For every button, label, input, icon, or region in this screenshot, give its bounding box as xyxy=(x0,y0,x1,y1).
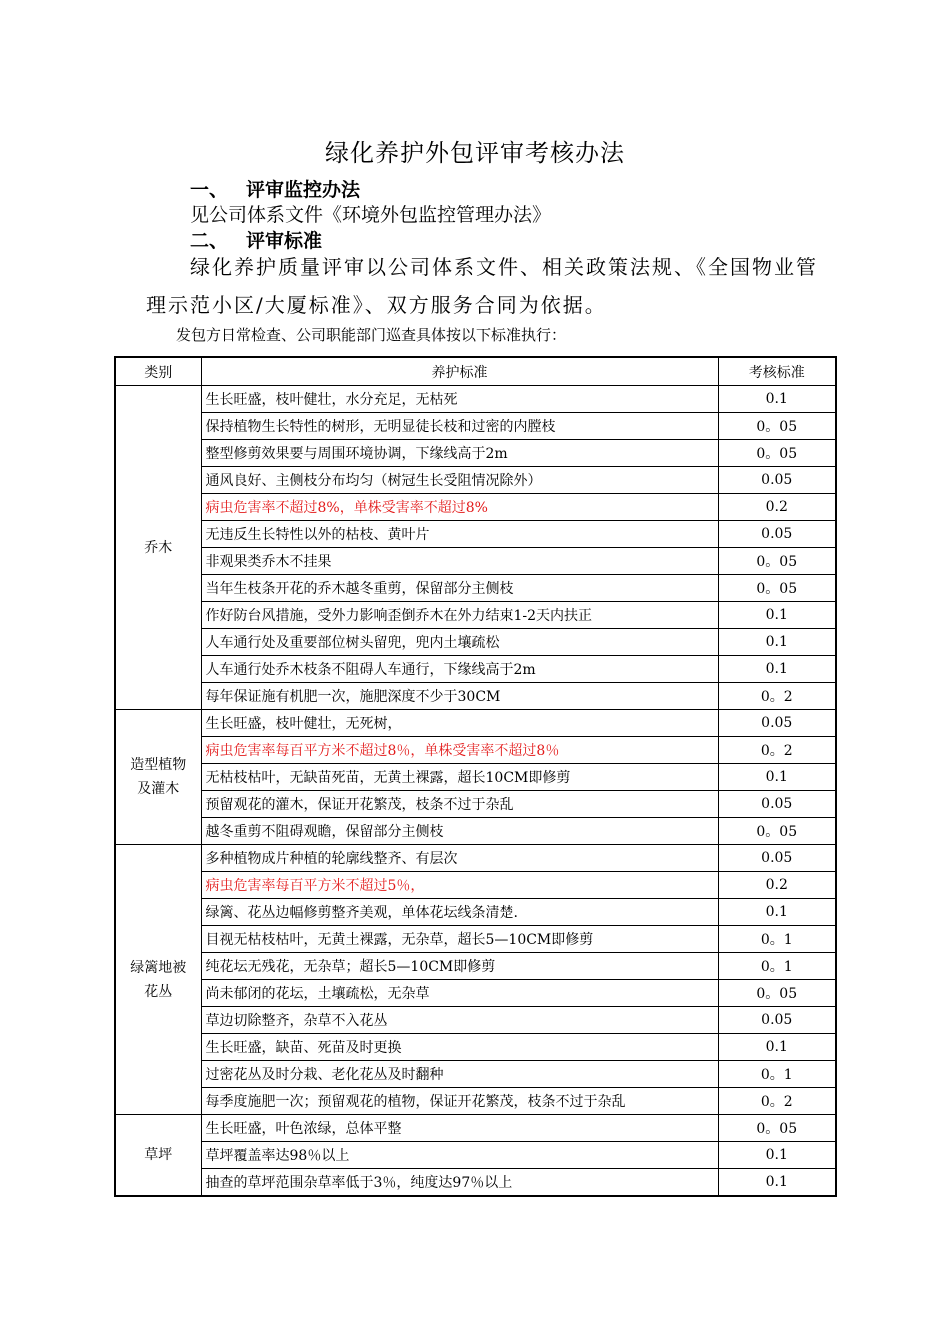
standard-cell: 非观果类乔木不挂果 xyxy=(201,548,718,575)
category-cell: 乔木 xyxy=(115,386,201,710)
standard-cell: 人车通行处乔木枝条不阻碍人车通行，下缘线高于2m xyxy=(201,656,718,683)
score-cell: 0。05 xyxy=(718,575,836,602)
score-cell: 0.2 xyxy=(718,872,836,899)
score-cell: 0。2 xyxy=(718,1088,836,1115)
table-row xyxy=(115,710,836,737)
standard-cell: 尚未郁闭的花坛，土壤疏松，无杂草 xyxy=(201,980,718,1007)
score-cell: 0.05 xyxy=(718,467,836,494)
standard-cell: 保持植物生长特性的树形，无明显徒长枝和过密的内膛枝 xyxy=(201,413,718,440)
section1-text: 见公司体系文件《环境外包监控管理办法》 xyxy=(190,204,552,226)
table-row xyxy=(115,791,836,818)
table-row xyxy=(115,1142,836,1169)
header-standard: 养护标准 xyxy=(201,357,718,386)
standard-cell: 病虫危害率每百平方米不超过5％， xyxy=(201,872,718,899)
standard-cell: 草边切除整齐，杂草不入花丛 xyxy=(201,1007,718,1034)
score-cell: 0.05 xyxy=(718,521,836,548)
standard-cell: 整型修剪效果要与周围环境协调，下缘线高于2m xyxy=(201,440,718,467)
header-score: 考核标准 xyxy=(718,357,836,386)
table-row xyxy=(115,1088,836,1115)
table-row xyxy=(115,1169,836,1197)
table-row xyxy=(115,764,836,791)
score-cell: 0。05 xyxy=(718,980,836,1007)
table-row xyxy=(115,1007,836,1034)
section1-heading xyxy=(190,175,360,202)
standard-cell: 通风良好、主侧枝分布均匀（树冠生长受阻情况除外） xyxy=(201,467,718,494)
table-row xyxy=(115,548,836,575)
score-cell: 0.05 xyxy=(718,791,836,818)
standard-cell: 生长旺盛，枝叶健壮，水分充足，无枯死 xyxy=(201,386,718,413)
standard-cell: 抽查的草坪范围杂草率低于3％，纯度达97％以上 xyxy=(201,1169,718,1197)
table-row xyxy=(115,980,836,1007)
standard-cell: 每季度施肥一次；预留观花的植物，保证开花繁茂，枝条不过于杂乱 xyxy=(201,1088,718,1115)
standard-cell: 当年生枝条开花的乔木越冬重剪，保留部分主侧枝 xyxy=(201,575,718,602)
score-cell: 0.2 xyxy=(718,494,836,521)
intro-text: 发包方日常检查、公司职能部门巡查具体按以下标准执行： xyxy=(176,326,567,344)
score-cell: 0.1 xyxy=(718,656,836,683)
score-cell: 0.05 xyxy=(718,710,836,737)
standard-cell: 纯花坛无残花，无杂草；超长5—10CM即修剪 xyxy=(201,953,718,980)
standards-table xyxy=(114,356,837,1197)
table-row xyxy=(115,1061,836,1088)
score-cell: 0。05 xyxy=(718,548,836,575)
table-row xyxy=(115,953,836,980)
table-body xyxy=(115,386,836,1197)
table-row xyxy=(115,899,836,926)
standard-cell: 绿篱、花丛边幅修剪整齐美观，单体花坛线条清楚. xyxy=(201,899,718,926)
table-row xyxy=(115,1115,836,1142)
table-row xyxy=(115,575,836,602)
standard-cell: 每年保证施有机肥一次，施肥深度不少于30CM xyxy=(201,683,718,710)
standard-cell: 作好防台风措施，受外力影响歪倒乔木在外力结束1-2天内扶正 xyxy=(201,602,718,629)
page-title: 绿化养护外包评审考核办法 xyxy=(325,139,625,167)
table-row xyxy=(115,467,836,494)
category-cell: 草坪 xyxy=(115,1115,201,1197)
score-cell: 0。2 xyxy=(718,683,836,710)
score-cell: 0。1 xyxy=(718,1061,836,1088)
score-cell: 0.1 xyxy=(718,386,836,413)
section2-text: 绿化养护质量评审以公司体系文件、相关政策法规、《全国物业管理示范小区/大厦标准》、双方服务合同为依据。 xyxy=(146,255,818,317)
score-cell: 0.1 xyxy=(718,764,836,791)
table-row xyxy=(115,818,836,845)
table-row xyxy=(115,494,836,521)
standard-cell: 人车通行处及重要部位树头留兜，兜内土壤疏松 xyxy=(201,629,718,656)
score-cell: 0.05 xyxy=(718,1007,836,1034)
standard-cell: 草坪覆盖率达98％以上 xyxy=(201,1142,718,1169)
score-cell: 0.1 xyxy=(718,629,836,656)
table-row xyxy=(115,521,836,548)
table-row xyxy=(115,1034,836,1061)
table-row xyxy=(115,872,836,899)
standard-cell: 无违反生长特性以外的枯枝、黄叶片 xyxy=(201,521,718,548)
table-row xyxy=(115,413,836,440)
table-header-row xyxy=(115,357,836,386)
table-row xyxy=(115,386,836,413)
score-cell: 0。1 xyxy=(718,926,836,953)
standard-cell: 病虫危害率每百平方米不超过8％，单株受害率不超过8％ xyxy=(201,737,718,764)
score-cell: 0。1 xyxy=(718,953,836,980)
score-cell: 0.1 xyxy=(718,1169,836,1197)
table-row xyxy=(115,926,836,953)
standard-cell: 生长旺盛，枝叶健壮，无死树， xyxy=(201,710,718,737)
standard-cell: 目视无枯枝枯叶，无黄土裸露，无杂草，超长5—10CM即修剪 xyxy=(201,926,718,953)
category-cell: 造型植物及灌木 xyxy=(115,710,201,845)
standard-cell: 预留观花的灌木，保证开花繁茂，枝条不过于杂乱 xyxy=(201,791,718,818)
score-cell: 0.1 xyxy=(718,899,836,926)
table-row xyxy=(115,602,836,629)
header-category: 类别 xyxy=(115,357,201,386)
score-cell: 0。05 xyxy=(718,413,836,440)
score-cell: 0。2 xyxy=(718,737,836,764)
category-cell: 绿篱地被花丛 xyxy=(115,845,201,1115)
standard-cell: 生长旺盛，缺苗、死苗及时更换 xyxy=(201,1034,718,1061)
standard-cell: 越冬重剪不阻碍观瞻，保留部分主侧枝 xyxy=(201,818,718,845)
table-row xyxy=(115,629,836,656)
standard-cell: 过密花丛及时分栽、老化花丛及时翻种 xyxy=(201,1061,718,1088)
section2-title: 评审标准 xyxy=(246,230,323,252)
standard-cell: 无枯枝枯叶，无缺苗死苗，无黄土裸露，超长10CM即修剪 xyxy=(201,764,718,791)
score-cell: 0.1 xyxy=(718,1142,836,1169)
table-row xyxy=(115,440,836,467)
standard-cell: 病虫危害率不超过8%，单株受害率不超过8% xyxy=(201,494,718,521)
section1-title: 评审监控办法 xyxy=(246,179,361,201)
section1-number: 一、 xyxy=(190,179,229,201)
score-cell: 0。05 xyxy=(718,818,836,845)
score-cell: 0。05 xyxy=(718,440,836,467)
table-row xyxy=(115,845,836,872)
table-row xyxy=(115,683,836,710)
standard-cell: 生长旺盛，叶色浓绿，总体平整 xyxy=(201,1115,718,1142)
table-row xyxy=(115,737,836,764)
standard-cell: 多种植物成片种植的轮廓线整齐、有层次 xyxy=(201,845,718,872)
score-cell: 0。05 xyxy=(718,1115,836,1142)
section2-number: 二、 xyxy=(190,230,229,252)
score-cell: 0.05 xyxy=(718,845,836,872)
score-cell: 0.1 xyxy=(718,1034,836,1061)
score-cell: 0.1 xyxy=(718,602,836,629)
table-row xyxy=(115,656,836,683)
